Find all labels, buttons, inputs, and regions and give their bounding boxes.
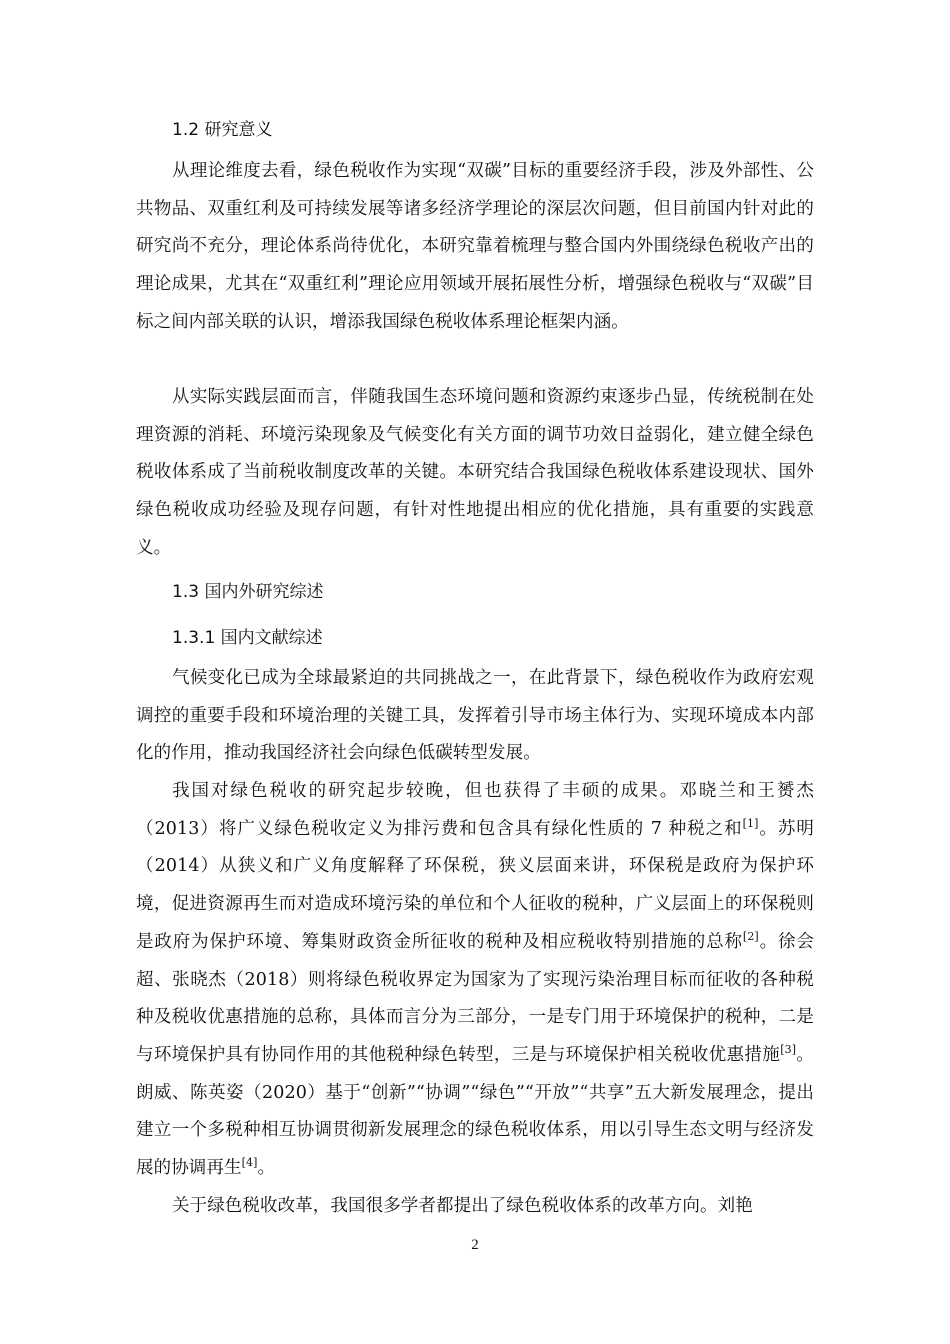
page-number: 2 [471,1237,479,1253]
text-segment: 。徐会超、张晓杰（2018）则将绿色税收界定为国家为了实现污染治理目标而征收的各种税种及税收优惠措施的总称，具体而言分为三部分，一是专门用于环境保护的税种，二是与环境保护具有协同作用的其他税种绿色转型，三是与环境保护相关税收优惠措施 [136,931,814,1065]
citation-ref-4: [4] [241,1156,258,1170]
paragraph-tax-reform: 关于绿色税收改革，我国很多学者都提出了绿色税收体系的改革方向。刘艳 [172,1196,753,1216]
paragraph-practical-significance: 从实际实践层面而言，伴随我国生态环境问题和资源约束逐步凸显，传统税制在处理资源的消耗、环境污染现象及气候变化有关方面的调节功效日益弱化，建立健全绿色税收体系成了当前税收制度改革的关键。本研究结合我国绿色税收体系建设现状、国外绿色税收成功经验及现存问题，有针对性地提出相应的优化措施，具有重要的实践意义。 [136,387,814,558]
text-segment: 我国对绿色税收的研究起步较晚，但也获得了丰硕的成果。邓晓兰和王赟杰（2013）将广义绿色税收定义为排污费和包含具有绿化性质的 7 种税之和 [136,781,814,839]
section-heading-1-3-1: 1.3.1 国内文献综述 [172,628,323,648]
text-segment: 。 [257,1158,276,1179]
citation-ref-1: [1] [742,816,759,830]
section-heading-1-2: 1.2 研究意义 [172,120,273,140]
text-segment: 。朗威、陈英姿（2020）基于“创新”“协调”“绿色”“开放”“共享”五大新发展理念，提出建立一个多税种相互协调贯彻新发展理念的绿色税收体系，用以引导生态文明与经济发展的协调再生 [136,1044,814,1179]
paragraph-domestic-literature [136,773,814,1188]
paragraph-theoretical-significance: 从理论维度去看，绿色税收作为实现“双碳”目标的重要经济手段，涉及外部性、公共物品、双重红利及可持续发展等诸多经济学理论的深层次问题，但目前国内针对此的研究尚不充分，理论体系尚待优化，本研究靠着梳理与整合国内外围绕绿色税收产出的理论成果，尤其在“双重红利”理论应用领域开展拓展性分析，增强绿色税收与“双碳”目标之间内部关联的认识，增添我国绿色税收体系理论框架内涵。 [136,161,814,332]
citation-ref-2: [2] [742,929,759,943]
section-heading-1-3: 1.3 国内外研究综述 [172,582,324,602]
text-segment: 。苏明（2014）从狭义和广义角度解释了环保税，狭义层面来讲，环保税是政府为保护环境，促进资源再生而对造成环境污染的单位和个人征收的税种，广义层面上的环保税则是政府为保护环境、筹集财政资金所征收的税种及相应税收特别措施的总称 [136,818,814,952]
paragraph-climate-background: 气候变化已成为全球最紧迫的共同挑战之一，在此背景下，绿色税收作为政府宏观调控的重要手段和环境治理的关键工具，发挥着引导市场主体行为、实现环境成本内部化的作用，推动我国经济社会向绿色低碳转型发展。 [136,668,814,764]
citation-ref-3: [3] [780,1043,797,1057]
